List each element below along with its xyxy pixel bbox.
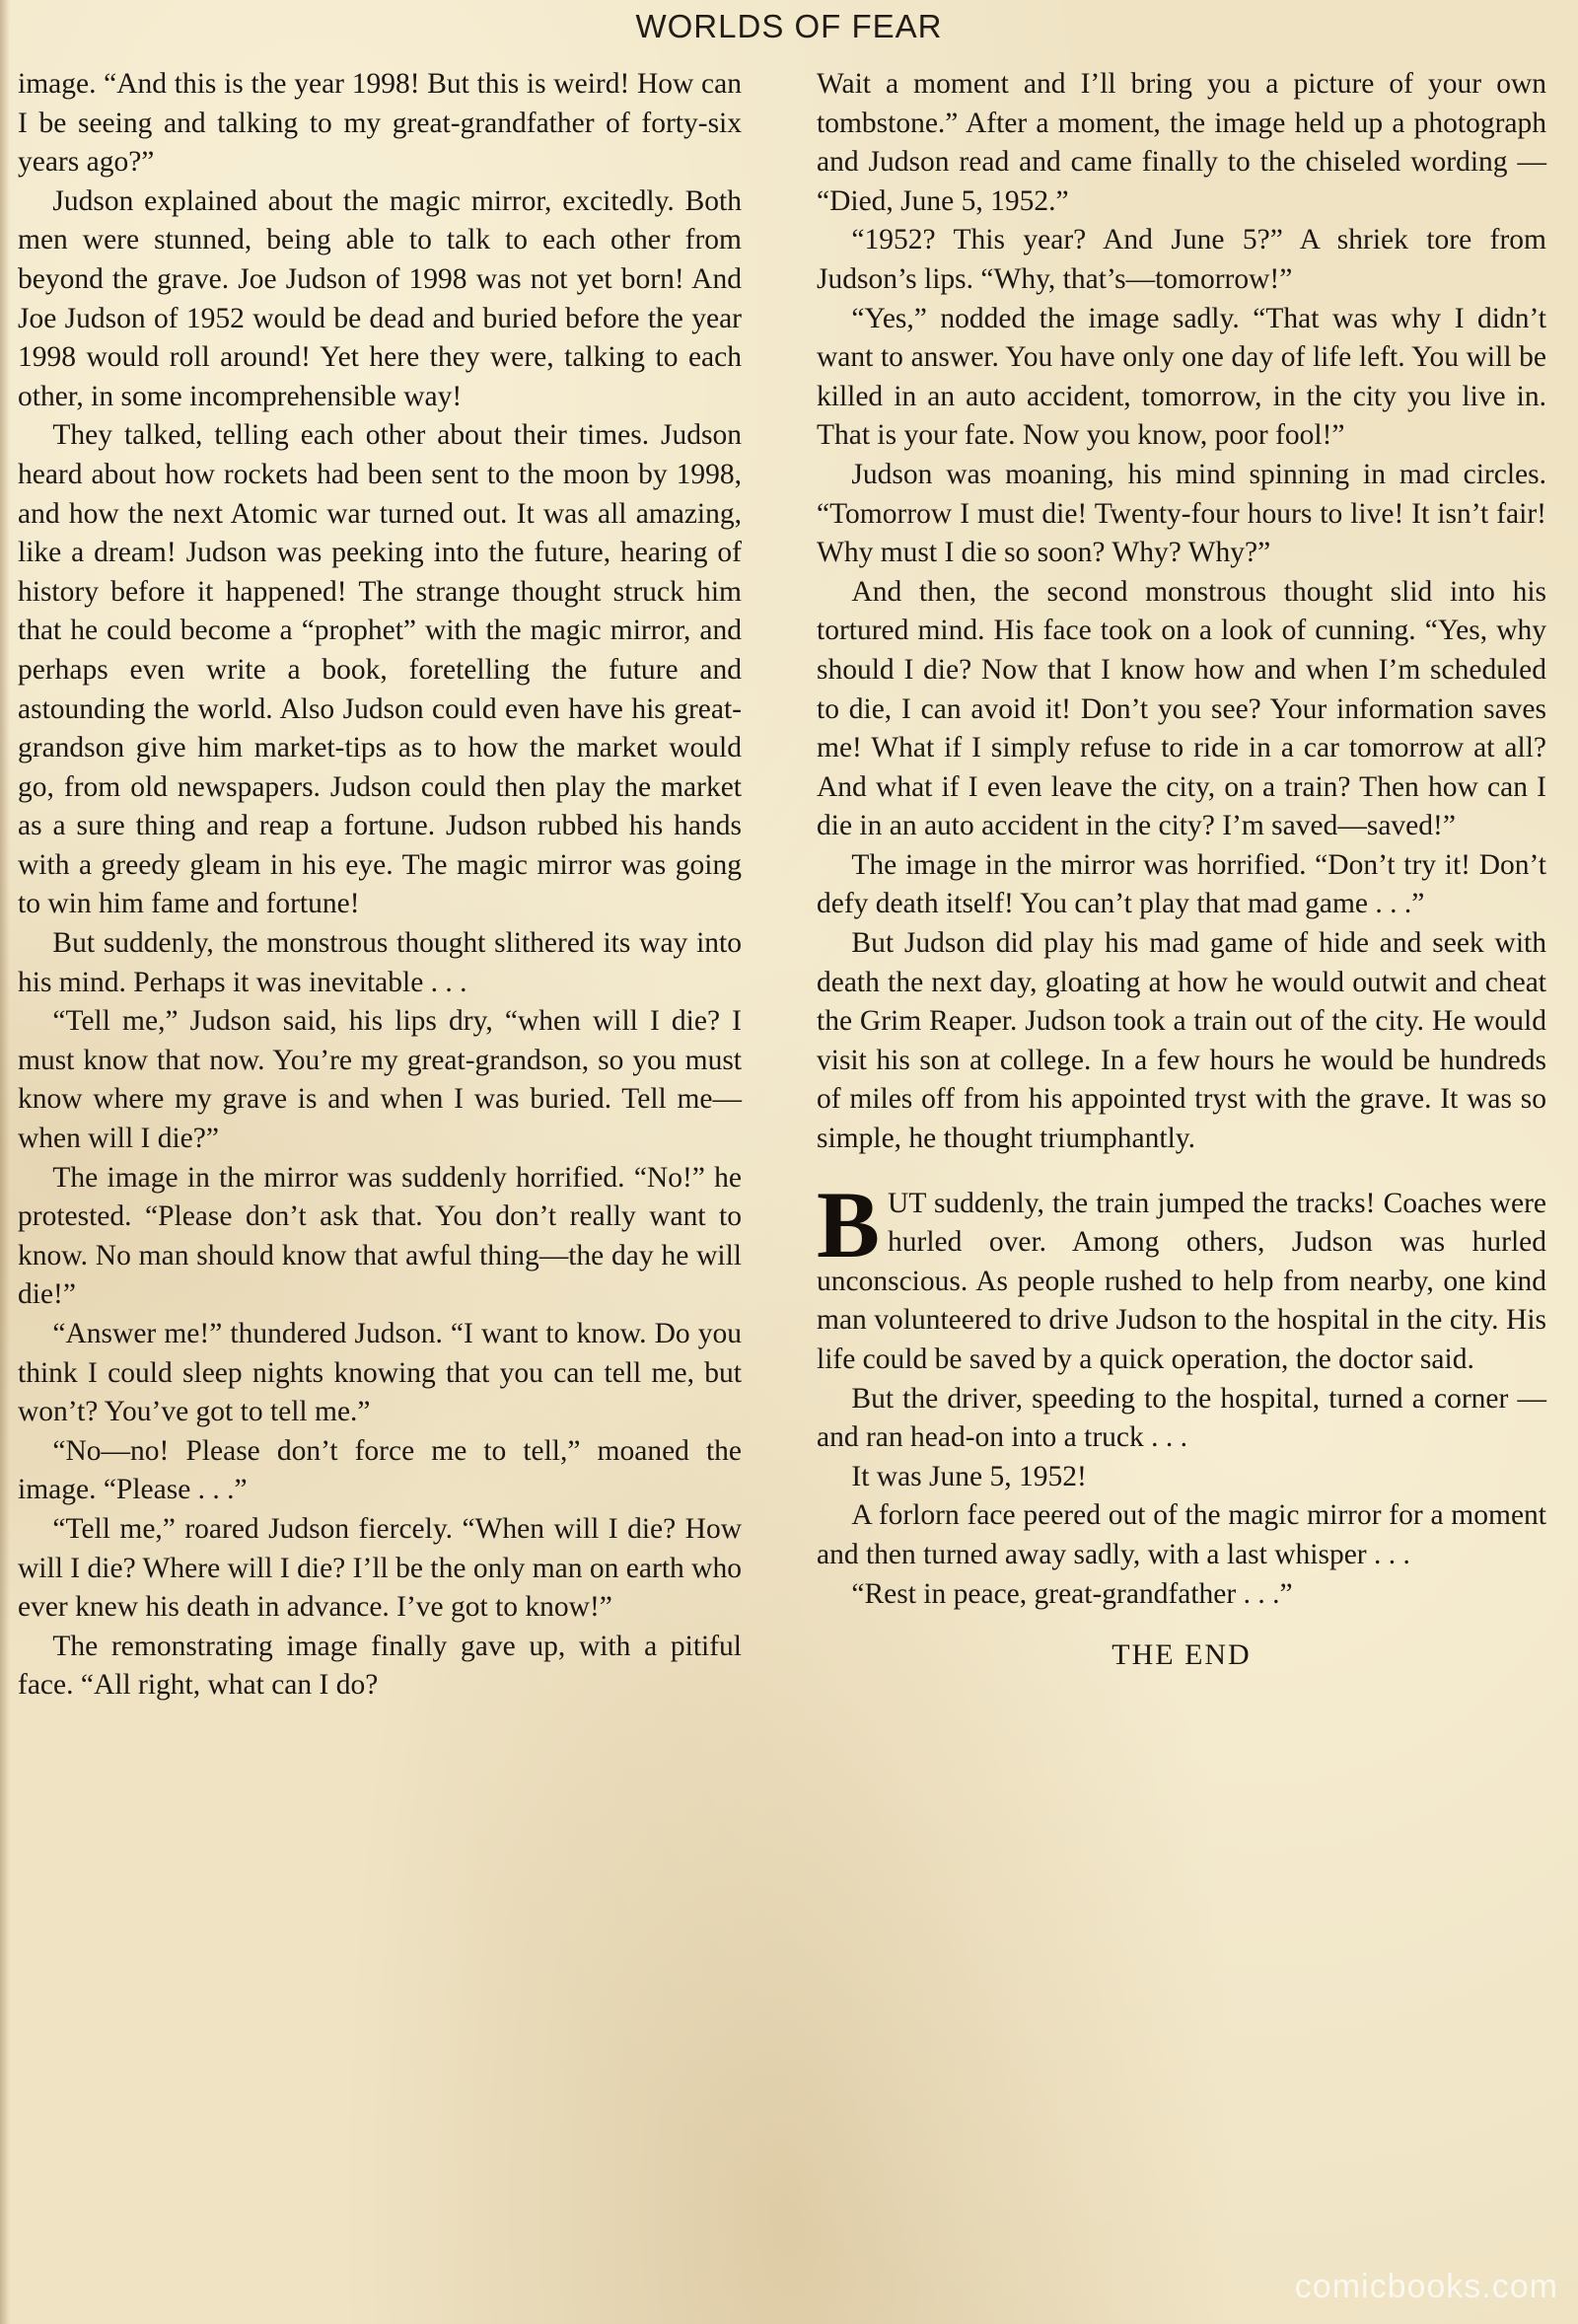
left-text-column [18,65,742,1706]
paragraph: It was June 5, 1952! [851,1460,1087,1492]
paragraph: image. “And this is the year 1998! But this is weird! How can I be seeing and talking to my great-grandfather of forty-six years ago?” [18,68,742,179]
watermark: comicbooks.com [1294,2268,1558,2305]
drop-cap-paragraph-text: UT suddenly, the train jumped the tracks! Coaches were hurled over. Among others, Judson was hurled unconscious. As people rushed to help from nearby, one kind man volunteered to drive Judson to the hospital in the city. His life could be saved by a quick operation, the doctor said. [817,1187,1546,1375]
paragraph: And then, the second monstrous thought slid into his tortured mind. His face took on a look of cunning. “Yes, why should I die? Now that I know how and when I’m scheduled to die, I can avoid it! Don’t you see? Your information saves me! What if I simply refuse to ride in a car tomorrow at all? And what if I even leave the city, on a train? Then how can I die in an auto accident in the city? I’m saved—saved!” [817,575,1546,842]
paragraph: The remonstrating image finally gave up, with a pitiful face. “All right, what can I do? [18,1630,742,1702]
drop-cap-paragraph [817,1171,1546,1380]
page-title: WORLDS OF FEAR [635,8,943,44]
the-end-label: THE END [1112,1638,1252,1672]
paragraph: But the driver, speeding to the hospital, turned a corner — and ran head-on into a truck . . . [817,1382,1546,1454]
paragraph: The image in the mirror was suddenly horrified. “No!” he protested. “Please don’t ask that. You don’t really want to know. No man should know that awful thing—the day he will die!” [18,1161,742,1311]
paragraph: They talked, telling each other about their times. Judson heard about how rockets had been sent to the moon by 1998, and how the next Atomic war turned out. It was all amazing, like a dream! Judson was peeking into the future, hearing of history before it happened! The strange thought struck him that he could become a “prophet” with the magic mirror, and perhaps even write a book, foretelling the future and astounding the world. Also Judson could even have his great-grandson give him market-tips as to how the market would go, from old newspapers. Judson could then play the market as a sure thing and reap a fortune. Judson rubbed his hands with a greedy gleam in his eye. The magic mirror was going to win him fame and fortune! [18,419,742,920]
right-text-column [817,65,1546,1675]
paragraph: “1952? This year? And June 5?” A shriek tore from Judson’s lips. “Why, that’s—tomorrow!” [817,224,1546,295]
paragraph: Judson explained about the magic mirror, excitedly. Both men were stunned, being able to talk to each other from beyond the grave. Joe Judson of 1998 was not yet born! And Joe Judson of 1952 would be dead and buried before the year 1998 would roll around! Yet here they were, talking to each other, in some incomprehensible way! [18,184,742,412]
paragraph: Judson was moaning, his mind spinning in mad circles. “Tomorrow I must die! Twenty-four hours to live! It isn’t fair! Why must I die so soon? Why? Why?” [817,458,1546,569]
paragraph: “Tell me,” roared Judson fiercely. “When will I die? How will I die? Where will I die? I’ll be the only man on earth who ever knew his death in advance. I’ve got to know!” [18,1512,742,1624]
paragraph: “Yes,” nodded the image sadly. “That was why I didn’t want to answer. You have only one day of life left. You will be killed in an auto accident, tomorrow, in the city you live in. That is your fate. Now you know, poor fool!” [817,302,1546,452]
paragraph: But Judson did play his mad game of hide and seek with death the next day, gloating at how he would outwit and cheat the Grim Reaper. Judson took a train out of the city. He would visit his son at college. In a few hours he would be hundreds of miles off from his appointed tryst with the grave. It was so simple, he thought triumphantly. [817,927,1546,1155]
paragraph: “Answer me!” thundered Judson. “I want to know. Do you think I could sleep nights knowing that you can tell me, but won’t? You’ve got to tell me.” [18,1318,742,1428]
paragraph: The image in the mirror was horrified. “Don’t try it! Don’t defy death itself! You can’t play that mad game . . .” [817,848,1546,920]
paragraph: Wait a moment and I’ll bring you a picture of your own tombstone.” After a moment, the image held up a photograph and Judson read and came finally to the chiseled wording — “Died, June 5, 1952.” [817,68,1546,217]
drop-cap-letter: B [817,1171,881,1277]
paragraph: But suddenly, the monstrous thought slithered its way into his mind. Perhaps it was inevitable . . . [18,927,742,998]
paragraph: “No—no! Please don’t force me to tell,” moaned the image. “Please . . .” [18,1434,742,1506]
page-edge-shadow [0,0,10,2324]
paragraph: A forlorn face peered out of the magic mirror for a moment and then turned away sadly, with a last whisper . . . [817,1499,1546,1570]
paragraph: “Rest in peace, great-grandfather . . .” [851,1577,1293,1610]
paragraph: “Tell me,” Judson said, his lips dry, “when will I die? I must know that now. You’re my great-grandson, so you must know where my grave is and when I was buried. Tell me—when will I die?” [18,1005,742,1155]
